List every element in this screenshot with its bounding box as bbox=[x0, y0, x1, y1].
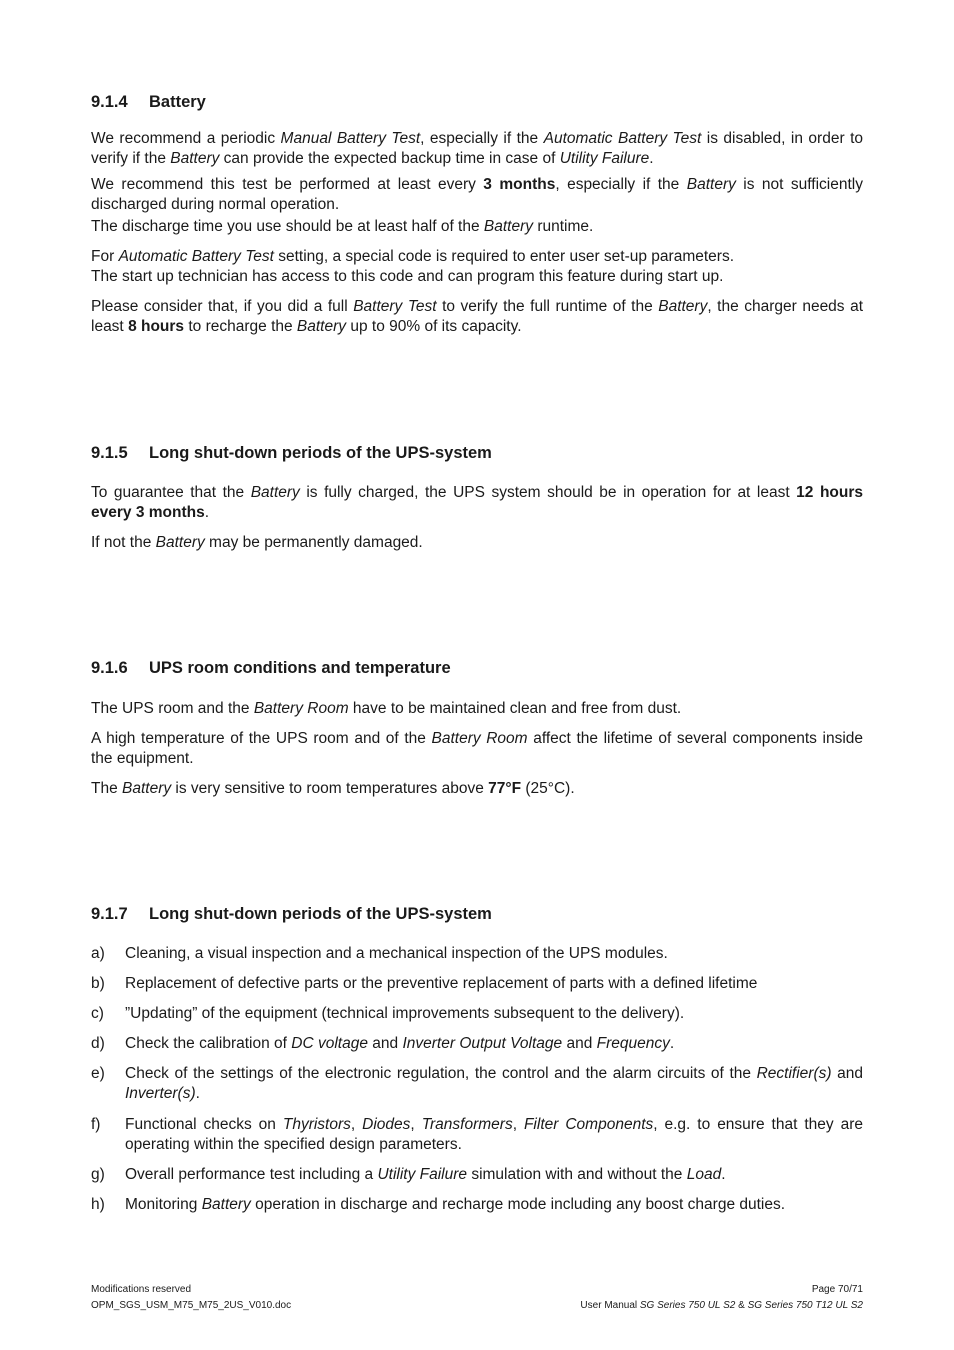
list-marker: b) bbox=[91, 975, 105, 992]
heading-9-1-7 bbox=[91, 904, 863, 924]
footer-right bbox=[580, 1282, 863, 1314]
list-item bbox=[91, 1004, 863, 1024]
list-item bbox=[91, 944, 863, 964]
list-marker: g) bbox=[91, 1166, 105, 1183]
paragraph: The start up technician has access to this code and can program this feature during start up. bbox=[91, 268, 724, 285]
paragraph: If not the Battery may be permanently damaged. bbox=[91, 534, 423, 551]
list-marker: c) bbox=[91, 1005, 104, 1022]
paragraph: Please consider that, if you did a full Battery Test to verify the full runtime of the Battery, the charger needs at least 8 hours to recharge the Battery up to 90% of its capacity. bbox=[91, 298, 864, 335]
list-marker: h) bbox=[91, 1196, 105, 1213]
paragraph: The Battery is very sensitive to room temperatures above 77°F (25°C). bbox=[91, 780, 575, 797]
paragraph: The discharge time you use should be at least half of the Battery runtime. bbox=[91, 218, 594, 235]
heading-9-1-4 bbox=[91, 92, 863, 112]
heading-text: UPS room conditions and temperature bbox=[149, 659, 451, 677]
list-item-text: Check the calibration of DC voltage and Inverter Output Voltage and Frequency. bbox=[125, 1035, 675, 1052]
footer-manual-title: User Manual SG Series 750 UL S2 & SG Series 750 T12 UL S2 bbox=[580, 1300, 863, 1311]
list-marker: a) bbox=[91, 945, 105, 962]
heading-number: 9.1.7 bbox=[91, 905, 128, 923]
heading-9-1-6 bbox=[91, 658, 863, 678]
list-item bbox=[91, 1195, 863, 1215]
list-marker: e) bbox=[91, 1065, 105, 1082]
list-marker: f) bbox=[91, 1116, 101, 1133]
list-item-text: ”Updating” of the equipment (technical improvements subsequent to the delivery). bbox=[125, 1005, 685, 1022]
footer-modifications: Modifications reserved bbox=[91, 1284, 192, 1295]
footer-filename: OPM_SGS_USM_M75_M75_2US_V010.doc bbox=[91, 1300, 292, 1311]
list-item-text: Overall performance test including a Utility Failure simulation with and without the Load. bbox=[125, 1166, 726, 1183]
heading-text: Battery bbox=[149, 93, 206, 111]
paragraph: A high temperature of the UPS room and of the Battery Room affect the lifetime of several components inside the equipment. bbox=[91, 730, 864, 767]
list-item-text: Check of the settings of the electronic regulation, the control and the alarm circuits of the Rectifier(s) and Inverter(s). bbox=[125, 1065, 863, 1102]
heading-number: 9.1.5 bbox=[91, 444, 128, 462]
list-item-text: Monitoring Battery operation in discharge and recharge mode including any boost charge duties. bbox=[125, 1196, 786, 1213]
list-item bbox=[91, 1034, 863, 1054]
paragraph: For Automatic Battery Test setting, a special code is required to enter user set-up parameters. bbox=[91, 248, 734, 265]
list-marker: d) bbox=[91, 1035, 105, 1052]
list-item-text: Functional checks on Thyristors, Diodes, Transformers, Filter Components, e.g. to ensure that they are operating within the specified design parameters. bbox=[125, 1116, 863, 1153]
list-item bbox=[91, 1115, 863, 1155]
heading-text: Long shut-down periods of the UPS-system bbox=[149, 444, 492, 462]
list-item-text: Replacement of defective parts or the preventive replacement of parts with a defined lifetime bbox=[125, 975, 758, 992]
footer-left bbox=[91, 1282, 291, 1314]
paragraph: We recommend a periodic Manual Battery Test, especially if the Automatic Battery Test is disabled, in order to verify if the Battery can provide the expected backup time in case of Utility Failure. bbox=[91, 130, 863, 167]
paragraph: To guarantee that the Battery is fully charged, the UPS system should be in operation for at least 12 hours every 3 months. bbox=[91, 484, 863, 521]
footer-page-number: Page 70/71 bbox=[811, 1284, 863, 1295]
paragraph: The UPS room and the Battery Room have to be maintained clean and free from dust. bbox=[91, 700, 682, 717]
list-item bbox=[91, 1165, 863, 1185]
list-item-text: Cleaning, a visual inspection and a mechanical inspection of the UPS modules. bbox=[125, 945, 668, 962]
heading-number: 9.1.4 bbox=[91, 93, 128, 111]
heading-text: Long shut-down periods of the UPS-system bbox=[149, 905, 492, 923]
paragraph: We recommend this test be performed at least every 3 months, especially if the Battery is not sufficiently discharged during normal operation. bbox=[91, 176, 863, 213]
heading-9-1-5 bbox=[91, 443, 863, 463]
heading-number: 9.1.6 bbox=[91, 659, 128, 677]
list-item bbox=[91, 974, 863, 994]
list-item bbox=[91, 1064, 863, 1104]
